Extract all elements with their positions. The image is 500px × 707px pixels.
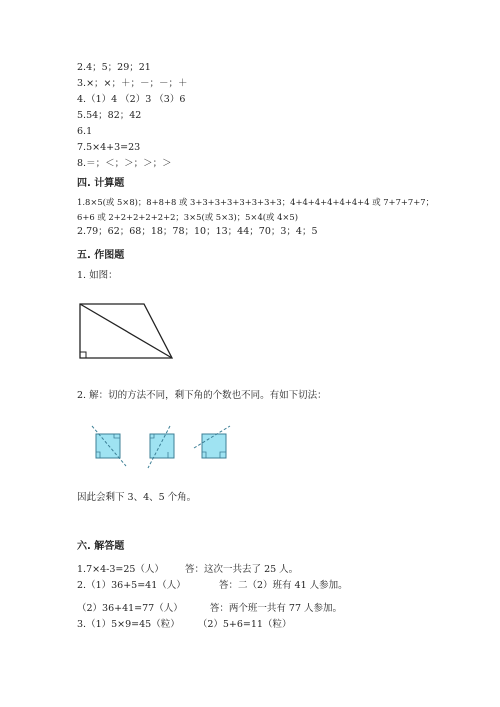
answer-line: 5.54；82；42 bbox=[77, 110, 142, 121]
section-heading: 四. 计算题 bbox=[77, 178, 125, 189]
answer-line: 1.7×4-3=25（人） 答：这次一共去了 25 人。 bbox=[77, 564, 299, 575]
answer-line: 7.5×4+3=23 bbox=[77, 142, 141, 153]
answer-line: （2）36+41=77（人） 答：两个班一共有 77 人参加。 bbox=[77, 603, 343, 614]
question-label: 1. 如图： bbox=[77, 270, 118, 281]
answer-line: 4.（1）4 （2）3 （3）6 bbox=[77, 94, 186, 105]
answer-line: 2.79；62；68；18；78；10；13；44；70；3；4；5 bbox=[77, 226, 318, 237]
answer-line: 8.＝；＜；＞；＞；＞ bbox=[77, 158, 172, 169]
section-heading: 六. 解答题 bbox=[77, 541, 125, 552]
answer-line: 2.4；5；29；21 bbox=[77, 62, 151, 73]
answer-line: 3.（1）5×9=45（粒） （2）5+6=11（粒） bbox=[77, 619, 292, 630]
conclusion-text: 因此会剩下 3、4、5 个角。 bbox=[77, 492, 197, 503]
answer-line: 3.×；×；＋；－；－；＋ bbox=[77, 78, 188, 89]
answer-line: 2.（1）36+5=41（人） 答：二（2）班有 41 人参加。 bbox=[77, 580, 348, 591]
answer-line: 1.8×5(或 5×8)；8+8+8 或 3+3+3+3+3+3+3+3；4+4+4+4+4+4+4 或 7+7+7+7； bbox=[77, 197, 434, 207]
question-label: 2. 解：切的方法不同，剩下角的个数也不同。有如下切法： bbox=[77, 390, 327, 401]
trapezoid-figure bbox=[70, 294, 180, 366]
section-heading: 五. 作图题 bbox=[77, 250, 125, 261]
answer-line: 6+6 或 2+2+2+2+2+2；3×5(或 5×3)；5×4(或 4×5) bbox=[77, 212, 299, 222]
cut-squares-figure bbox=[84, 422, 264, 472]
answer-line: 6.1 bbox=[77, 126, 93, 137]
